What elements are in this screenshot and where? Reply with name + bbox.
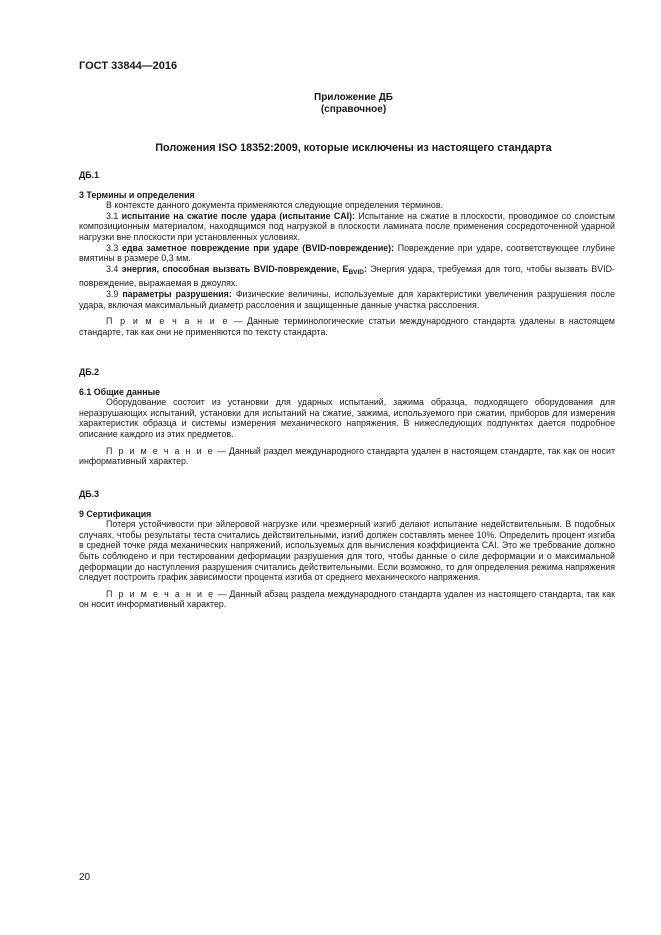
section-db3 [79,489,615,610]
term-subscript: BVID [348,268,364,276]
main-title: Положения ISO 18352:2009, которые исключены из настоящего стандарта [155,142,552,154]
term-name: испытание на сжатие после удара (испытание CAI): [121,210,355,221]
note [79,589,615,610]
section-id: ДБ.3 [79,489,100,499]
term-number: 3.9 [106,288,119,299]
term-3-3 [79,243,615,264]
section-heading: 9 Сертификация [79,508,152,519]
note [79,316,615,337]
note-label: П р и м е ч а н и е [106,588,215,599]
term-3-1 [79,211,615,243]
section-paragraph: Потеря устойчивости при эйлеровой нагрузке или чрезмерный изгиб делают испытание недействительным. В подобных случаях, чтобы результаты теста считались действительными, изгиб должен составлять менее 10%. Определить процент изгиба в средней точке ряда механических напряжений, используемых для вычисления коэффициента CAI. Это же требование должно быть соблюдено и при тестировании деформации разрушения для того, чтобы данные о силе деформации и о максимальной деформации до наступления разрушения считались действительными. Если возможно, то для определения режима напряжения следует построить график зависимости процента изгиба от среднего механического напряжения. [79,519,615,583]
section-id: ДБ.2 [79,367,100,377]
note [79,446,615,467]
term-number: 3.1 [106,210,119,221]
section-heading: 6.1 Общие данные [79,386,161,397]
note-label: П р и м е ч а н и е [106,445,215,456]
term-definition: Испытание на сжатие в плоскости, проводимое со слоистым композиционным материалом, находящимся под нагрузкой в плоскости ламината после применения сосредоточенной ударной нагрузки вне плоскости при установленных условиях. [79,210,615,242]
term-name: параметры разрушения: [122,288,232,299]
term-name: энергия, способная вызвать BVID-повреждение, E [121,263,349,274]
section-db1 [79,170,615,337]
note-label: П р и м е ч а н и е [106,316,230,327]
standard-id: ГОСТ 33844—2016 [79,60,178,72]
note-text: — Данный раздел международного стандарта удален в настоящем стандарте, так как он носит информативный характер. [79,445,615,467]
term-definition: Энергия удара, требуемая для того, чтобы вызвать BVID-повреждение, выражаемая в джоулях. [79,263,615,289]
note-text: — Данные терминологические статьи международного стандарта удалены в настоящем стандарте, так как они не применяются по тексту стандарта. [79,316,615,337]
term-number: 3.3 [106,242,119,253]
note-text: — Данный абзац раздела международного стандарта удален из настоящего стандарта, так как он носит информативный характер. [79,588,615,610]
term-colon: : [363,263,367,274]
section-paragraph: Оборудование состоит из установки для ударных испытаний, зажима образца, подходящего оборудования для неразрушающих испытаний, установки для испытаний на сжатие, зажима, используемого при сжатии, приборов для измерения характеристик образца и системы измерения механического напряжения. В нижеследующих подпунктах дается подробное описание каждого из этих предметов. [79,397,615,439]
term-3-9 [79,289,615,310]
term-definition: Повреждение при ударе, соответствующее глубине вмятины в размере 0,3 мм. [79,242,615,264]
annex-title: Приложение ДБ [314,92,393,103]
section-heading: 3 Термины и определения [79,189,195,200]
section-id: ДБ.1 [79,170,100,180]
section-intro: В контексте данного документа применяются следующие определения терминов. [106,200,444,211]
annex-subtitle: (справочное) [320,104,387,115]
section-db2 [79,367,615,467]
term-3-4 [79,264,615,289]
page-number: 20 [79,872,91,883]
term-number: 3.4 [106,263,119,274]
term-name: едва заметное повреждение при ударе (BVID-повреждение): [121,242,395,253]
term-definition: Физические величины, используемые для характеристики увеличения разрушения после удара, включая максимальный диаметр расслоения и защищенные данные участка расслоения. [79,288,615,310]
